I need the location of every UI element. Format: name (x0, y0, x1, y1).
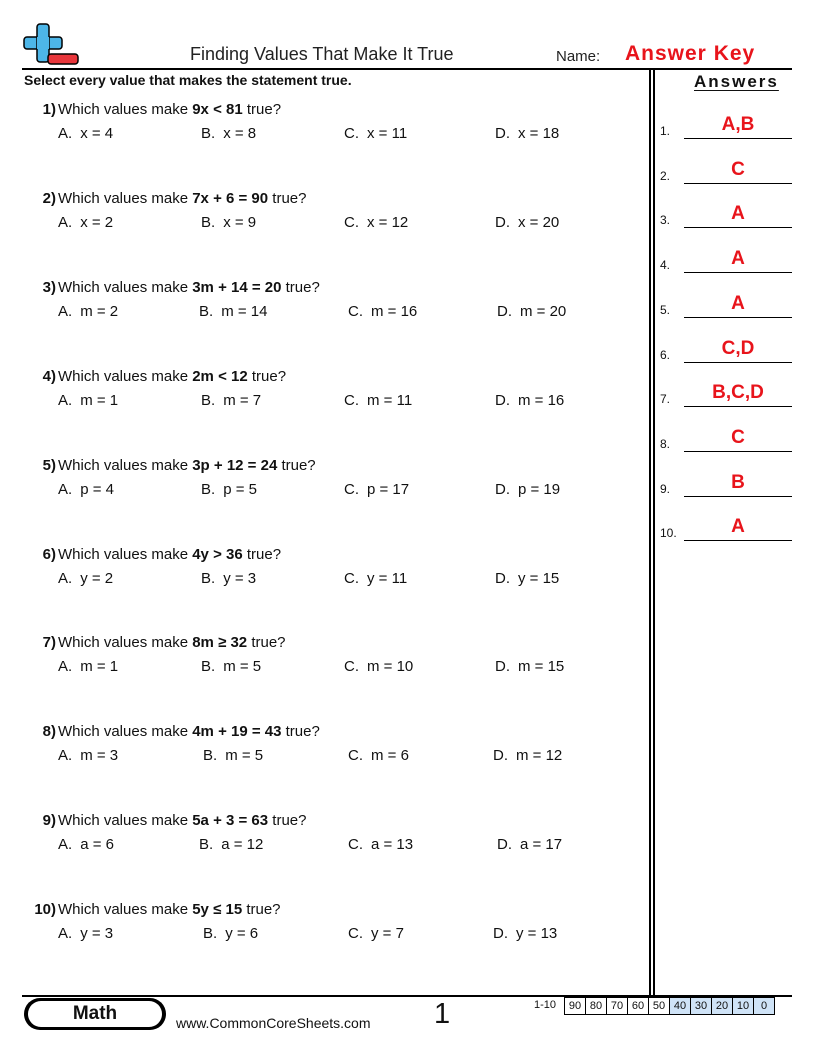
question-expression: 7x + 6 = 90 (192, 189, 269, 207)
question-text: Which values make (58, 901, 193, 919)
choice-value: p = 19 (518, 480, 561, 498)
answer-value: A (731, 292, 745, 314)
question-number: 3) (42, 278, 56, 296)
question-expression: 3m + 14 = 20 (192, 278, 282, 296)
question-number: 1) (42, 101, 56, 118)
choice-value: y = 11 (367, 569, 408, 587)
choice-value: m = 2 (80, 302, 119, 320)
choice-value: x = 11 (367, 125, 408, 142)
answer-choice (58, 658, 118, 675)
choice-value: m = 6 (371, 747, 409, 765)
answer-value: A,B (721, 114, 755, 135)
answer-choice (201, 392, 261, 409)
question-prompt (22, 812, 306, 829)
score-cell: 60 (628, 998, 649, 1015)
answer-choice (348, 925, 404, 942)
score-cell: 90 (565, 998, 586, 1015)
question-text-suffix: true? (281, 723, 320, 741)
answer-choice (58, 214, 113, 231)
top-divider (22, 68, 792, 70)
answer-key-label: Answer Key (625, 42, 756, 65)
question-text-suffix: true? (268, 812, 307, 830)
question-item (22, 812, 642, 872)
answer-number: 7. (660, 392, 671, 407)
question-text: Which values make (58, 189, 193, 207)
question-text-suffix: true? (247, 634, 286, 652)
answer-choice (493, 925, 557, 942)
answer-value: C,D (721, 337, 755, 359)
answer-number: 6. (660, 347, 671, 362)
question-number: 8) (42, 723, 56, 741)
choice-value: p = 17 (367, 480, 410, 498)
question-text: Which values make (58, 634, 193, 652)
worksheet-title: Finding Values That Make It True (190, 44, 454, 64)
subject-label: Math (28, 1001, 162, 1027)
question-text: Which values make (58, 456, 193, 474)
answer-row (660, 513, 792, 541)
choice-value: m = 14 (221, 302, 268, 320)
question-prompt (22, 634, 286, 651)
score-cell: 80 (586, 998, 607, 1015)
choice-value: x = 2 (80, 213, 114, 231)
choice-value: m = 20 (520, 302, 567, 320)
score-cell: 10 (733, 998, 754, 1015)
choice-letter: C. (344, 569, 359, 587)
choice-value: m = 15 (518, 658, 565, 676)
answer-choice (201, 658, 261, 675)
answer-value: C (731, 426, 745, 448)
choice-value: m = 7 (223, 391, 262, 409)
answer-blank-line (684, 272, 792, 273)
answer-row (660, 245, 792, 273)
answer-choice (58, 836, 114, 853)
answer-number: 3. (660, 213, 671, 228)
choice-value: x = 12 (367, 213, 409, 231)
question-item (22, 368, 642, 428)
choice-value: p = 4 (80, 480, 114, 498)
choice-value: m = 3 (80, 747, 119, 765)
choice-letter: B. (201, 125, 216, 142)
answer-choice (344, 481, 409, 498)
choice-value: y = 7 (371, 925, 404, 943)
choice-value: a = 12 (221, 836, 264, 854)
choice-letter: B. (201, 569, 216, 587)
choice-value: m = 1 (80, 658, 119, 676)
column-divider (653, 68, 655, 995)
choice-letter: A. (58, 213, 73, 231)
choice-letter: D. (493, 747, 508, 765)
choice-value: a = 6 (80, 836, 114, 854)
question-text: Which values make (58, 278, 193, 296)
score-cell: 70 (607, 998, 628, 1015)
question-prompt (22, 279, 320, 296)
question-text-suffix: true? (268, 189, 307, 207)
answer-value: C (731, 158, 745, 180)
answer-choice (348, 747, 409, 764)
answer-row (660, 379, 792, 407)
answer-choice (201, 481, 257, 498)
answer-choice (58, 303, 118, 320)
score-cell: 50 (649, 998, 670, 1015)
answer-row (660, 469, 792, 497)
choice-letter: A. (58, 302, 73, 320)
choice-letter: D. (493, 925, 508, 943)
answer-blank-line (684, 227, 792, 228)
answer-choice (58, 481, 114, 498)
choice-letter: C. (348, 925, 363, 943)
answer-blank-line (684, 451, 792, 452)
answer-choice (497, 836, 562, 853)
answer-choice (344, 392, 412, 409)
choice-letter: B. (201, 391, 216, 409)
answer-choice (495, 481, 560, 498)
choice-letter: D. (495, 125, 510, 142)
question-number: 5) (42, 456, 56, 474)
question-text-suffix: true? (242, 545, 282, 563)
answer-choice (495, 570, 559, 587)
score-cell: 0 (754, 998, 775, 1015)
question-item (22, 723, 642, 783)
answer-choice (495, 658, 564, 675)
choice-value: a = 13 (371, 836, 414, 854)
choice-value: x = 4 (80, 125, 114, 142)
answer-choice (199, 836, 263, 853)
question-expression: 9x < 81 (192, 101, 243, 118)
answer-row (660, 335, 792, 363)
answer-choice (201, 125, 256, 142)
choice-letter: A. (58, 125, 73, 142)
answer-number: 10. (660, 526, 677, 541)
answer-blank-line (684, 183, 792, 184)
choice-value: m = 5 (223, 658, 262, 676)
answer-choice (497, 303, 566, 320)
answer-blank-line (684, 406, 792, 407)
answer-choice (58, 925, 113, 942)
answer-blank-line (684, 362, 792, 363)
answer-number: 5. (660, 302, 671, 317)
question-expression: 4m + 19 = 43 (192, 723, 282, 741)
choice-value: m = 12 (516, 747, 563, 765)
choice-letter: D. (495, 391, 510, 409)
answer-row (660, 200, 792, 228)
question-prompt (22, 368, 286, 385)
question-text: Which values make (58, 723, 193, 741)
choice-value: m = 5 (225, 747, 264, 765)
question-item (22, 279, 642, 339)
question-item (22, 457, 642, 517)
choice-value: m = 1 (80, 391, 119, 409)
score-cell: 30 (691, 998, 712, 1015)
choice-letter: A. (58, 925, 73, 943)
answer-value: A (731, 203, 745, 225)
choice-value: m = 16 (371, 302, 418, 320)
answer-choice (344, 570, 407, 587)
choice-value: y = 6 (225, 925, 259, 943)
choice-value: a = 17 (520, 836, 563, 854)
answer-row (660, 424, 792, 452)
answer-choice (58, 125, 113, 142)
choice-value: y = 13 (516, 925, 558, 943)
choice-letter: A. (58, 836, 73, 854)
answer-row (660, 156, 792, 184)
answers-heading: Answers (694, 72, 779, 91)
answer-choice (58, 570, 113, 587)
answer-choice (58, 392, 118, 409)
answer-choice (201, 570, 256, 587)
answer-blank-line (684, 496, 792, 497)
choice-letter: D. (495, 213, 510, 231)
choice-letter: B. (201, 480, 216, 498)
question-number: 10) (34, 901, 56, 919)
question-item (22, 101, 642, 161)
question-text: Which values make (58, 367, 193, 385)
choice-letter: D. (495, 480, 510, 498)
question-item (22, 546, 642, 606)
choice-letter: C. (348, 836, 363, 854)
question-item (22, 901, 642, 961)
answer-blank-line (684, 138, 792, 139)
question-prompt (22, 546, 281, 563)
answer-choice (344, 125, 407, 142)
question-prompt (22, 901, 281, 918)
column-divider (649, 68, 651, 995)
answer-number: 2. (660, 168, 671, 183)
question-text-suffix: true? (242, 901, 281, 919)
answer-choice (344, 214, 408, 231)
answer-row (660, 111, 792, 139)
answer-blank-line (684, 317, 792, 318)
score-range-label: 1-10 (534, 999, 557, 1011)
choice-letter: D. (497, 302, 512, 320)
answer-choice (203, 925, 258, 942)
question-expression: 4y > 36 (192, 545, 243, 563)
question-expression: 5a + 3 = 63 (192, 812, 269, 830)
choice-letter: B. (201, 213, 216, 231)
question-prompt (22, 101, 281, 118)
answer-choice (348, 303, 417, 320)
choice-letter: C. (344, 125, 359, 142)
question-number: 4) (42, 367, 56, 385)
answer-choice (344, 658, 413, 675)
choice-value: y = 3 (223, 569, 257, 587)
question-text: Which values make (58, 812, 193, 830)
choice-letter: B. (199, 836, 214, 854)
question-prompt (22, 457, 316, 474)
question-expression: 3p + 12 = 24 (192, 456, 278, 474)
question-text-suffix: true? (242, 101, 282, 118)
choice-value: p = 5 (223, 480, 257, 498)
choice-letter: B. (201, 658, 216, 676)
choice-letter: B. (203, 747, 218, 765)
choice-value: m = 11 (367, 391, 413, 409)
choice-value: m = 16 (518, 391, 565, 409)
answer-choice (495, 125, 559, 142)
choice-letter: C. (344, 480, 359, 498)
choice-value: y = 2 (80, 569, 114, 587)
website-url: www.CommonCoreSheets.com (176, 1015, 371, 1031)
choice-letter: A. (58, 480, 73, 498)
choice-letter: C. (344, 658, 359, 676)
question-text: Which values make (58, 545, 193, 563)
choice-letter: A. (58, 658, 73, 676)
subject-badge (24, 998, 166, 1030)
choice-letter: D. (497, 836, 512, 854)
page-number: 1 (434, 998, 451, 1030)
question-expression: 2m < 12 (192, 367, 248, 385)
answer-number: 9. (660, 481, 671, 496)
choice-letter: A. (58, 569, 73, 587)
choice-letter: C. (348, 302, 363, 320)
score-table (564, 997, 775, 1015)
choice-letter: A. (58, 391, 73, 409)
choice-value: x = 18 (518, 125, 560, 142)
answer-choice (203, 747, 263, 764)
answer-choice (495, 392, 564, 409)
question-prompt (22, 723, 320, 740)
answer-choice (495, 214, 559, 231)
question-number: 7) (42, 634, 56, 652)
question-text-suffix: true? (247, 367, 287, 385)
answer-choice (201, 214, 256, 231)
answer-value: B (731, 471, 745, 493)
answer-blank-line (684, 540, 792, 541)
question-prompt (22, 190, 306, 207)
question-text-suffix: true? (277, 456, 316, 474)
question-number: 9) (42, 812, 56, 830)
choice-value: y = 15 (518, 569, 560, 587)
choice-letter: C. (344, 213, 359, 231)
question-number: 6) (42, 545, 56, 563)
answer-choice (348, 836, 413, 853)
question-item (22, 634, 642, 694)
question-text-suffix: true? (281, 278, 320, 296)
logo-icon (22, 22, 80, 68)
choice-letter: D. (495, 569, 510, 587)
choice-value: m = 10 (367, 658, 414, 676)
answer-choice (199, 303, 267, 320)
question-expression: 8m ≥ 32 (192, 634, 248, 652)
choice-letter: D. (495, 658, 510, 676)
answer-number: 4. (660, 258, 671, 273)
score-cell: 40 (670, 998, 691, 1015)
choice-value: y = 3 (80, 925, 114, 943)
answer-row (660, 290, 792, 318)
choice-value: x = 20 (518, 213, 560, 231)
instructions: Select every value that makes the statement true. (24, 72, 352, 88)
answer-value: B,C,D (712, 382, 764, 404)
answer-choice (58, 747, 118, 764)
choice-letter: A. (58, 747, 73, 765)
answer-value: A (731, 516, 745, 538)
answer-choice (493, 747, 562, 764)
question-number: 2) (42, 189, 56, 207)
question-expression: 5y ≤ 15 (192, 901, 243, 919)
score-cell: 20 (712, 998, 733, 1015)
choice-letter: C. (348, 747, 363, 765)
answer-number: 8. (660, 436, 671, 451)
answer-number: 1. (660, 124, 671, 138)
question-item (22, 190, 642, 250)
choice-letter: B. (199, 302, 214, 320)
choice-value: x = 9 (223, 213, 257, 231)
choice-letter: B. (203, 925, 218, 943)
answer-value: A (731, 248, 745, 270)
choice-value: x = 8 (223, 125, 257, 142)
question-text: Which values make (58, 101, 193, 118)
choice-letter: C. (344, 391, 359, 409)
name-label: Name: (556, 48, 601, 65)
